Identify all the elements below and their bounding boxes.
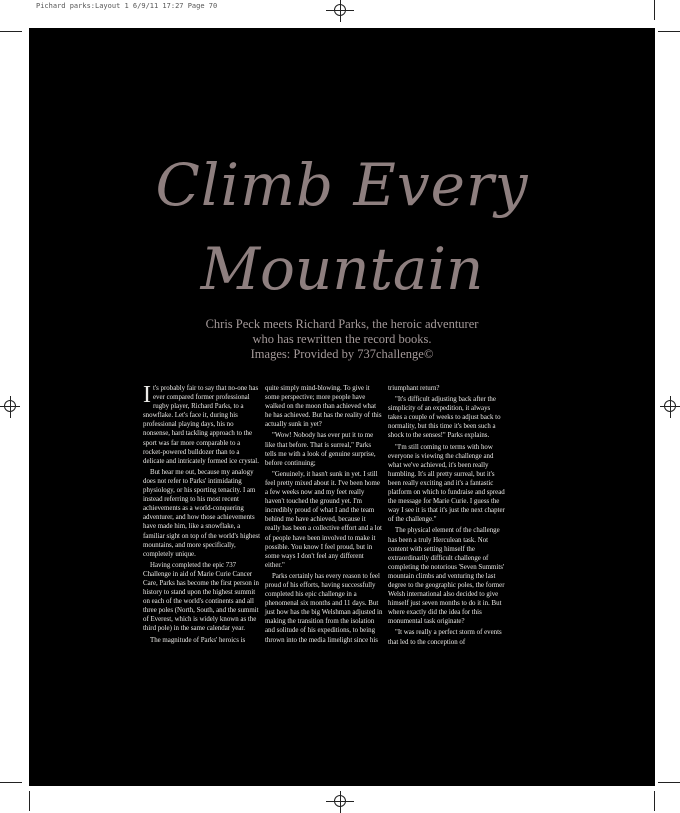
magazine-page [29, 28, 655, 786]
article-paragraph: triumphant return? [388, 385, 440, 392]
crop-mark [658, 782, 680, 783]
article-paragraph: quite simply mind-blowing. To give it some perspective; more people have walked on the moon than achieved what he has achieved. But has the reality of this actually sunk in yet? [265, 385, 382, 429]
registration-mark [4, 400, 16, 412]
standfirst [29, 317, 655, 362]
article-paragraph: "It was really a perfect storm of events that led to the conception of [388, 629, 502, 646]
crop-mark [29, 791, 30, 811]
person-photo [609, 423, 655, 786]
print-slug: Pichard parks:Layout 1 6/9/11 17:27 Page 70 [36, 2, 218, 10]
headline-line-2: Mountain [200, 235, 484, 303]
article-paragraph-text: t's probably fair to say that no-one has ever compared former professional rugby player, Richard Parks, to a snowflake. Let's face it, during his professional playing days, his no nonsense, hard tackling approach to the sport was far more comparable to a rocket-powered bulldozer than to a delicate and intricately formed ice crystal. [143, 385, 259, 465]
article-column-3 [388, 384, 506, 649]
article-paragraph: "It's difficult adjusting back after the simplicity of an expedition, it always takes a couple of weeks to adjust back to normality, but this time it's been such a shock to the senses!" Parks explains. [388, 396, 501, 440]
crop-mark [0, 31, 22, 32]
article-paragraph: But hear me out, because my analogy does not refer to Parks' intimidating physiology, or his sporting tenacity. I am instead referring to his most recent achievements as a world-conquering adventurer, and how those achievements have made him, like a snowflake, a familiar sight on top of the world's highest mountains, and more specifically, completely unique. [143, 468, 261, 558]
drop-cap: I [143, 382, 151, 408]
image-credit: Images: Provided by 737challenge© [250, 347, 434, 361]
article-paragraph: Having completed the epic 737 Challenge in aid of Marie Curie Cancer Care, Parks has become the first person in history to stand upon the highest summit on each of the world's continents and all three poles (North, South, and the summit of Everest, which is widely known as the third pole) in the same calendar year. [143, 561, 259, 633]
crop-mark [654, 0, 655, 20]
headline-line-1: Climb Every [155, 151, 529, 219]
article-paragraph: Parks certainly has every reason to feel proud of his efforts, having successfully completed his epic challenge in a phenomenal six months and 11 days. But just how has the big Welshman adjusted in making the transition from the isolation and solitude of his expeditions, to being thrown into the media limelight since his [265, 572, 383, 644]
article-paragraph: "I'm still coming to terms with how everyone is viewing the challenge and what we've achieved, it's been really humbling. It's all pretty surreal, but it's been really exciting and it's a fantastic platform on which to fundraise and spread the message for Marie Curie. I guess the way I see it is that it's just the next chapter of the challenge." [388, 443, 505, 524]
article-paragraph: "Wow! Nobody has ever put it to me like that before. That is surreal," Parks tells me with a look of genuine surprise, before continuing; [265, 432, 376, 467]
standfirst-line: Chris Peck meets Richard Parks, the heroic adventurer [205, 317, 479, 331]
registration-mark [334, 4, 346, 16]
article-paragraph [143, 384, 261, 466]
crop-mark [654, 791, 655, 811]
crop-mark [0, 782, 22, 783]
article-paragraph: The magnitude of Parks' heroics is [150, 636, 246, 644]
standfirst-line: who has rewritten the record books. [252, 332, 432, 346]
article-column-1 [143, 384, 261, 647]
registration-mark [664, 400, 676, 412]
crop-mark [658, 31, 680, 32]
article-paragraph: The physical element of the challenge has been a truly Herculean task. Not content with setting himself the extraordinarily difficult challenge of completing the notorious 'Seven Summits' mountain climbs and venturing the last degree to the geographic poles, the former Welsh international also decided to give himself just seven months to do it in. But where exactly did the idea for this monumental task originate? [388, 527, 505, 626]
article-paragraph: "Genuinely, it hasn't sunk in yet. I still feel pretty mixed about it. I've been home a few weeks now and my feet really haven't touched the ground yet. I'm incredibly proud of what I and the team behind me have achieved, because it really has been a collective effort and a lot of people have been involved to make it possible. You know I feel proud, but in some ways I don't feel any different either." [265, 470, 382, 569]
registration-mark [334, 795, 346, 807]
article-column-2 [265, 384, 383, 647]
